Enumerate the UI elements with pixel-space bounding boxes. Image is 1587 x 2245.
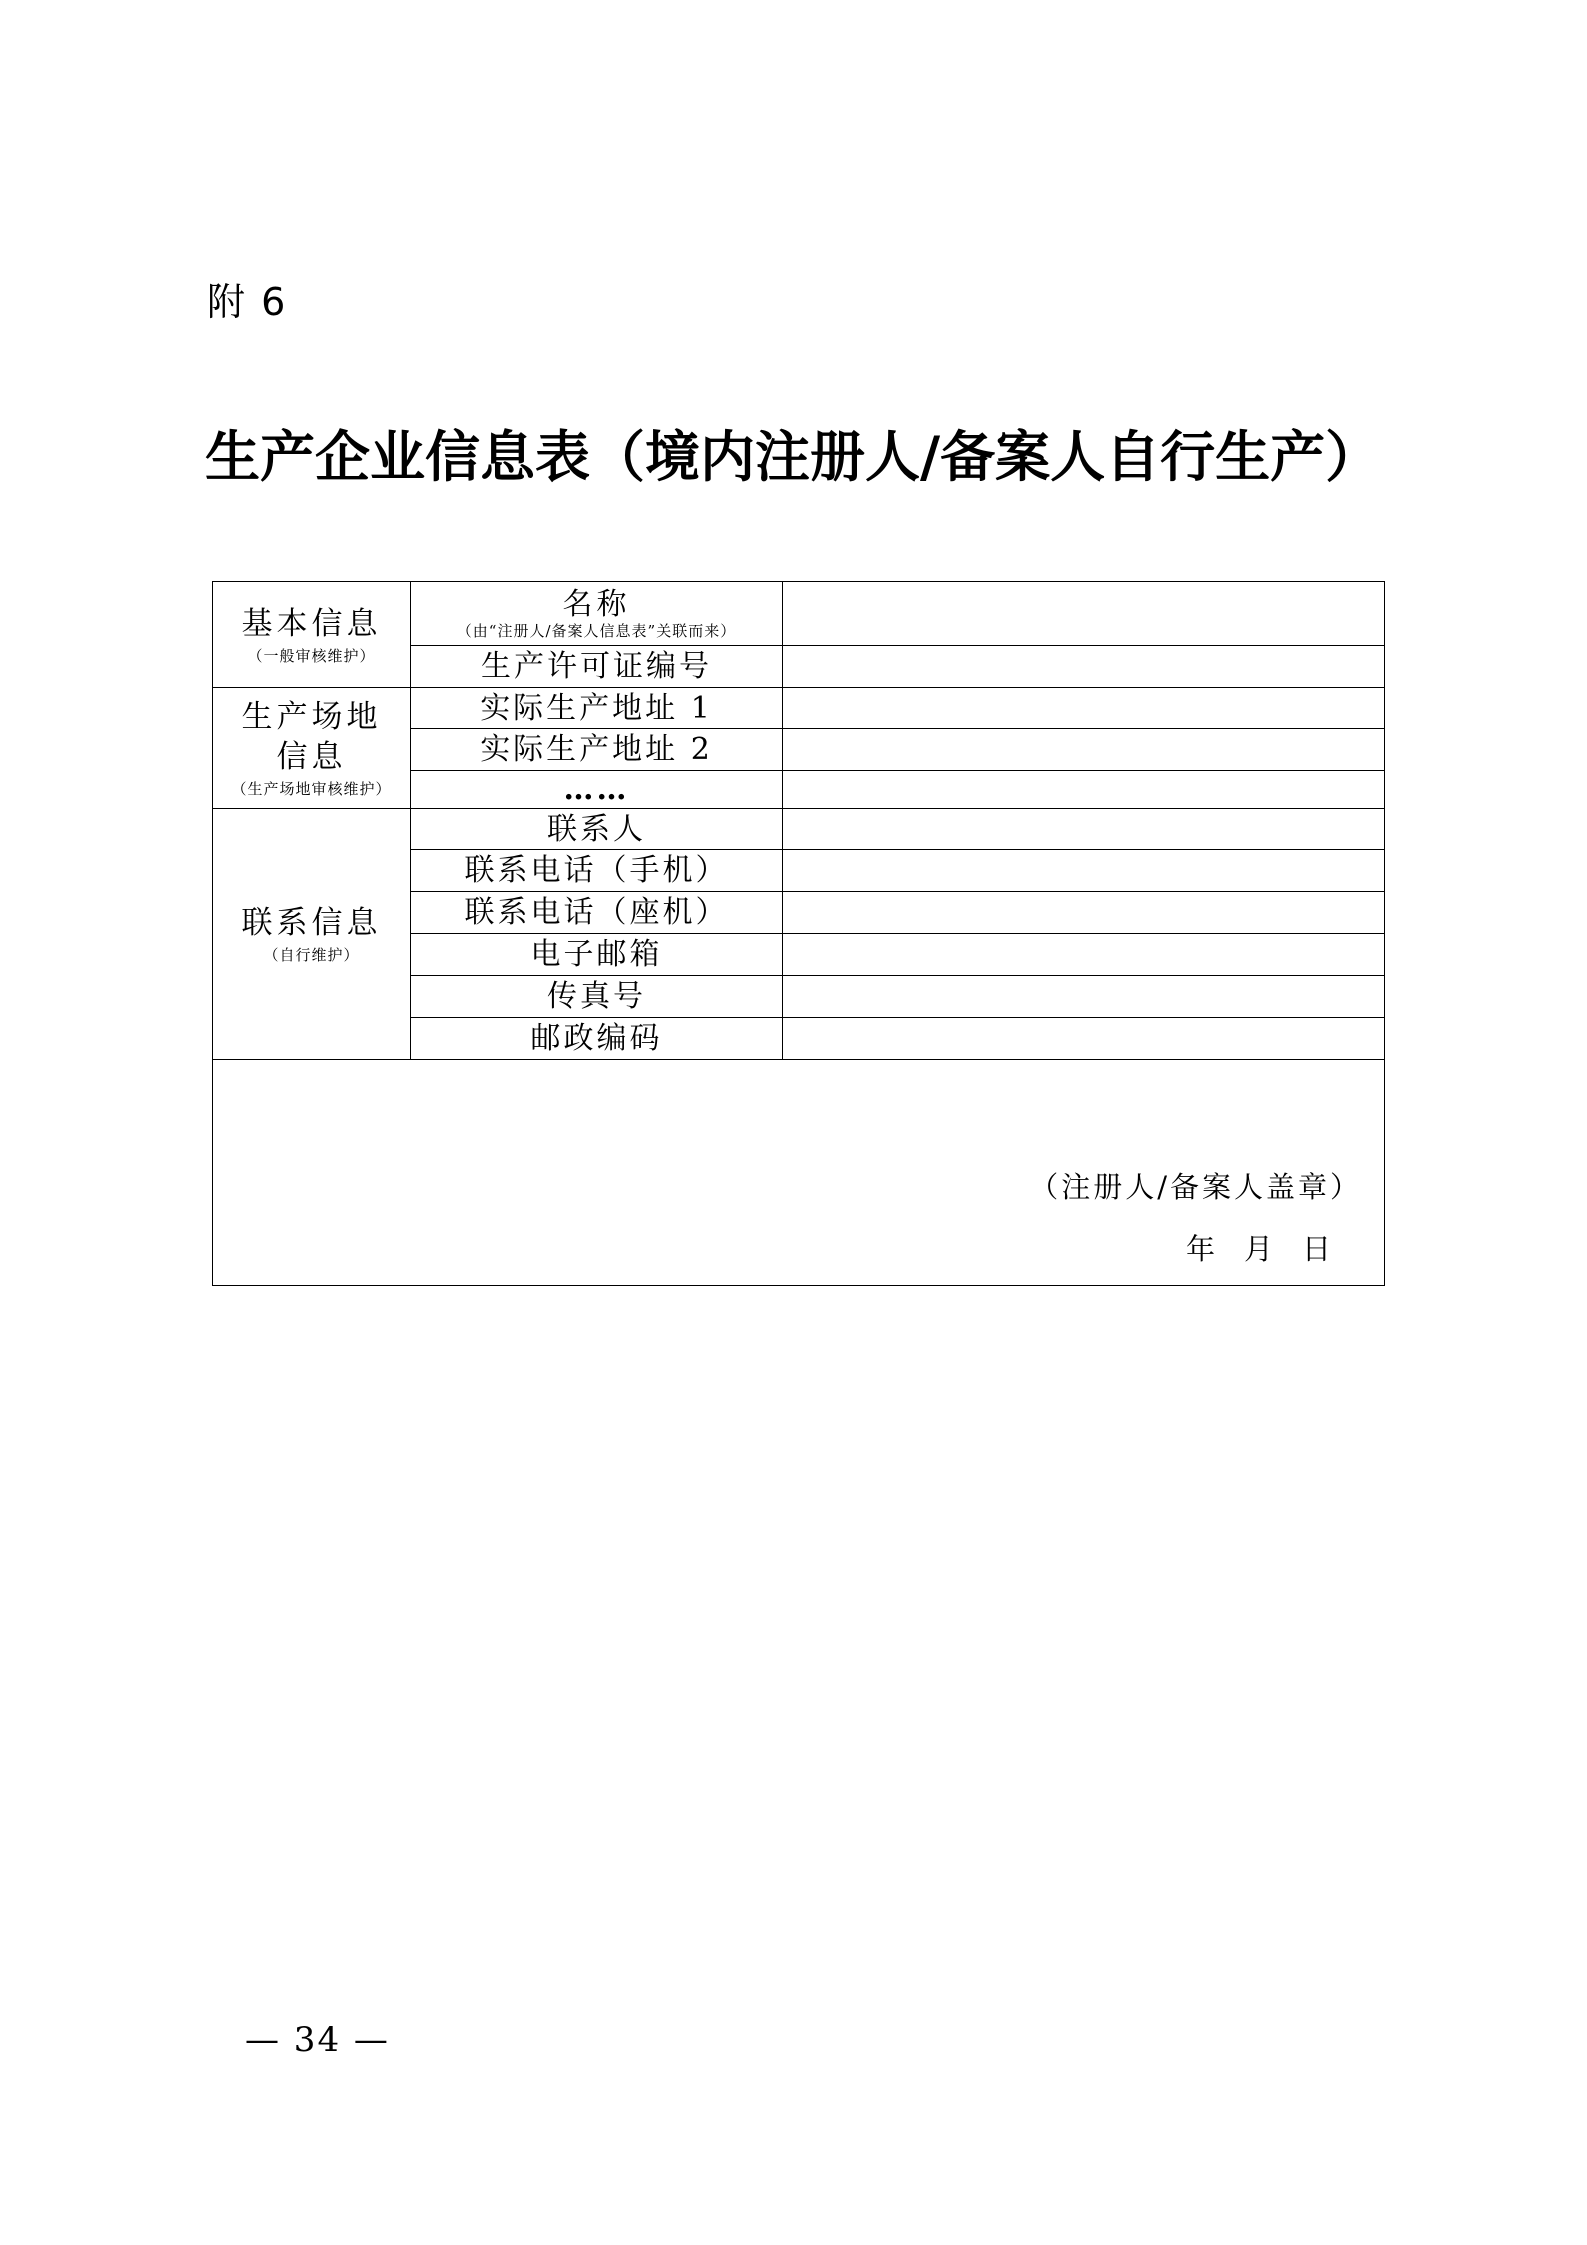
field-label: 名称 (562, 586, 631, 622)
value-mobile[interactable] (783, 850, 1385, 892)
page-number: — 34 — (245, 2020, 390, 2060)
table-row (213, 582, 1385, 646)
field-mobile: 联系电话（手机） (411, 850, 783, 892)
table-row (213, 809, 1385, 850)
field-postcode: 邮政编码 (411, 1018, 783, 1060)
field-landline: 联系电话（座机） (411, 892, 783, 934)
value-postcode[interactable] (783, 1018, 1385, 1060)
value-email[interactable] (783, 934, 1385, 976)
field-license: 生产许可证编号 (411, 646, 783, 688)
field-fax: 传真号 (411, 976, 783, 1018)
value-license[interactable] (783, 646, 1385, 688)
value-address-1[interactable] (783, 688, 1385, 729)
table-row (213, 1060, 1385, 1286)
field-email: 电子邮箱 (411, 934, 783, 976)
category-label: 联系信息 (241, 905, 382, 941)
category-contact (213, 809, 411, 1060)
value-address-2[interactable] (783, 729, 1385, 771)
day-label: 日 (1301, 1232, 1334, 1266)
seal-label: （注册人/备案人盖章） (1029, 1170, 1362, 1204)
table-row (213, 688, 1385, 729)
category-label: 生产场地信息 (241, 699, 382, 775)
category-note: （生产场地审核维护） (231, 780, 392, 798)
seal-area[interactable] (213, 1060, 1385, 1286)
field-more: …… (411, 771, 783, 809)
value-fax[interactable] (783, 976, 1385, 1018)
category-note: （自行维护） (263, 946, 360, 964)
category-basic (213, 582, 411, 688)
value-more[interactable] (783, 771, 1385, 809)
attachment-label: 附 6 (207, 280, 288, 324)
field-contact-person: 联系人 (411, 809, 783, 850)
value-name[interactable] (783, 582, 1385, 646)
field-note: （由“注册人/备案人信息表”关联而来） (456, 621, 737, 640)
year-label: 年 (1185, 1232, 1218, 1266)
field-address-1: 实际生产地址 1 (411, 688, 783, 729)
month-label: 月 (1243, 1232, 1276, 1266)
field-name (411, 582, 783, 646)
document-title: 生产企业信息表（境内注册人/备案人自行生产） (205, 425, 1381, 489)
category-label: 基本信息 (241, 605, 382, 642)
field-address-2: 实际生产地址 2 (411, 729, 783, 771)
date-line (1160, 1234, 1334, 1266)
enterprise-info-table (212, 581, 1385, 1286)
category-site (213, 688, 411, 809)
value-contact-person[interactable] (783, 809, 1385, 850)
value-landline[interactable] (783, 892, 1385, 934)
category-note: （一般审核维护） (247, 646, 376, 665)
